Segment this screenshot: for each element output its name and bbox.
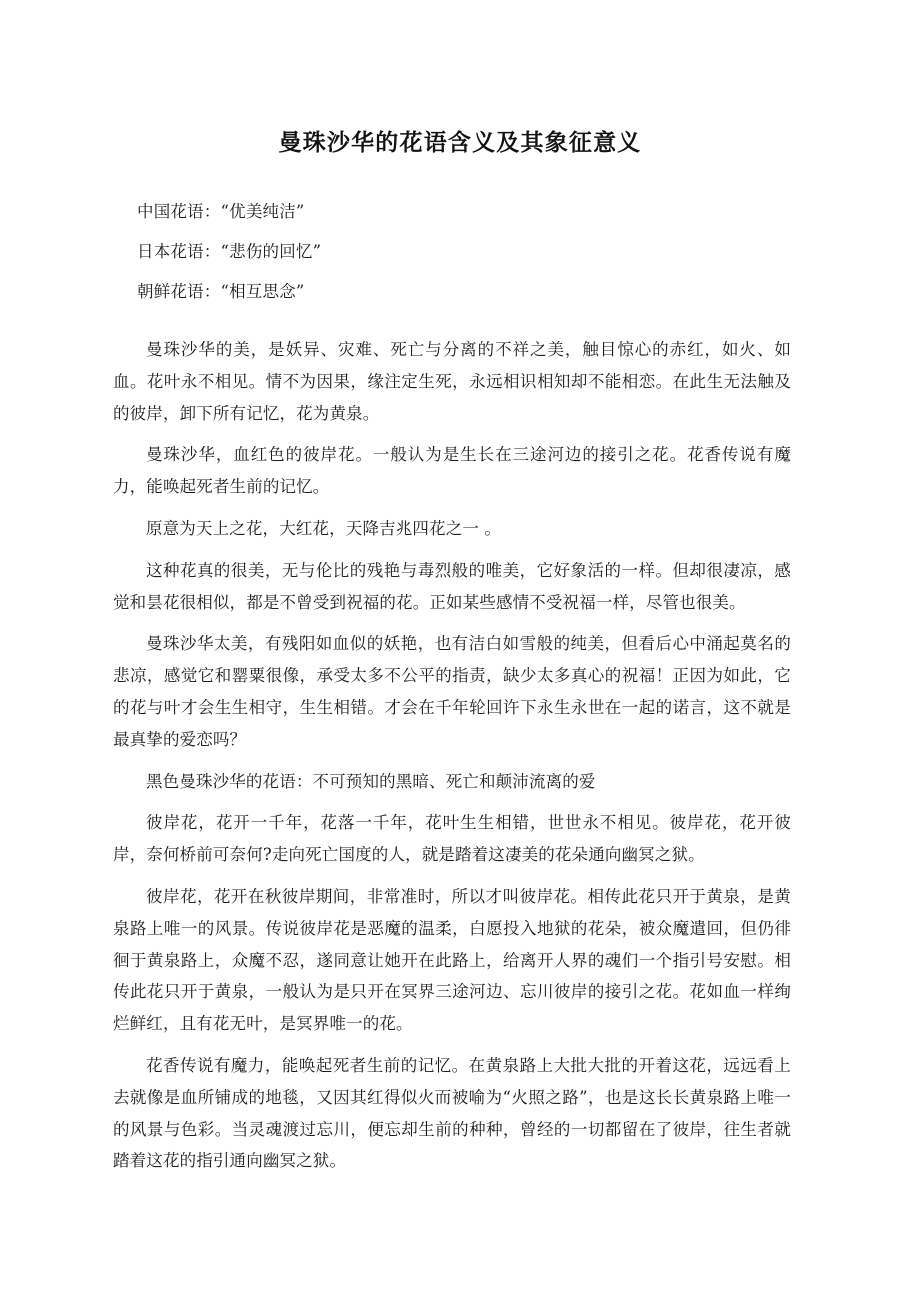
paragraph-beauty-of-manjusaka: 曼珠沙华的美，是妖异、灾难、死亡与分离的不祥之美，触目惊心的赤红，如火、如血。花叶永不相见。情不为因果，缘注定生死，永远相识相知却不能相恋。在此生无法触及的彼岸，卸下所有记忆，花为黄泉。: [113, 340, 791, 423]
paragraph-black-manjusaka-meaning: 黑色曼珠沙华的花语：不可预知的黑暗、死亡和颠沛流离的爱: [146, 771, 596, 791]
page-title: 曼珠沙华的花语含义及其象征意义: [278, 129, 642, 157]
paragraph-autumn-equinox: 彼岸花，花开在秋彼岸期间，非常准时，所以才叫彼岸花。相传此花只开于黄泉，是黄泉路上唯一的风景。传说彼岸花是恶魔的温柔，白愿投入地狱的花朵，被众魔遣回，但仍徘徊于黄泉路上，众魔不忍，遂同意让她开在此路上，给离开人界的魂们一个指引号安慰。相传此花只开于黄泉，一般认为是只开在冥界三途河边、忘川彼岸的接引之花。花如血一样绚烂鲜红，且有花无叶，是冥界唯一的花。: [113, 886, 791, 1034]
paragraph-original-meaning: 原意为天上之花，大红花，天降吉兆四花之一 。: [146, 518, 502, 538]
paragraph-flower-is-beautiful: 这种花真的很美，无与伦比的残艳与毒烈般的唯美，它好象活的一样。但却很凄凉，感觉和昙花很相似，都是不曾受到祝福的花。正如某些感情不受祝福一样，尽管也很美。: [113, 560, 791, 612]
paragraph-too-beautiful: 曼珠沙华太美，有残阳如血似的妖艳，也有洁白如雪般的纯美，但看后心中涌起莫名的悲凉，感觉它和罂粟很像，承受太多不公平的指责，缺少太多真心的祝福！正因为如此，它的花与叶才会生生相守，生生相错。才会在千年轮回许下永生永世在一起的诺言，这不就是最真挚的爱恋吗？: [113, 634, 791, 749]
flower-language-china: 中国花语：“优美纯洁”: [137, 202, 305, 221]
paragraph-blood-red-higanbana: 曼珠沙华，血红色的彼岸花。一般认为是生长在三途河边的接引之花。花香传说有魔力，能唤起死者生前的记忆。: [113, 445, 791, 497]
section-spacer: [113, 322, 791, 334]
flower-language-japan: 日本花语：“悲伤的回忆”: [137, 242, 322, 261]
flower-language-korea: 朝鲜花语：“相互思念”: [137, 282, 305, 301]
paragraph-thousand-years: 彼岸花，花开一千年，花落一千年，花叶生生相错，世世永不相见。彼岸花，花开彼岸，奈何桥前可奈何?走向死亡国度的人，就是踏着这凄美的花朵通向幽冥之狱。: [113, 813, 791, 865]
paragraph-fragrance-magic: 花香传说有魔力，能唤起死者生前的记忆。在黄泉路上大批大批的开着这花，远远看上去就像是血所铺成的地毯，又因其红得似火而被喻为“火照之路”，也是这长长黄泉路上唯一的风景与色彩。当灵魂渡过忘川，便忘却生前的种种，曾经的一切都留在了彼岸，往生者就踏着这花的指引通向幽冥之狱。: [113, 1055, 791, 1171]
document-body: [113, 202, 791, 1187]
